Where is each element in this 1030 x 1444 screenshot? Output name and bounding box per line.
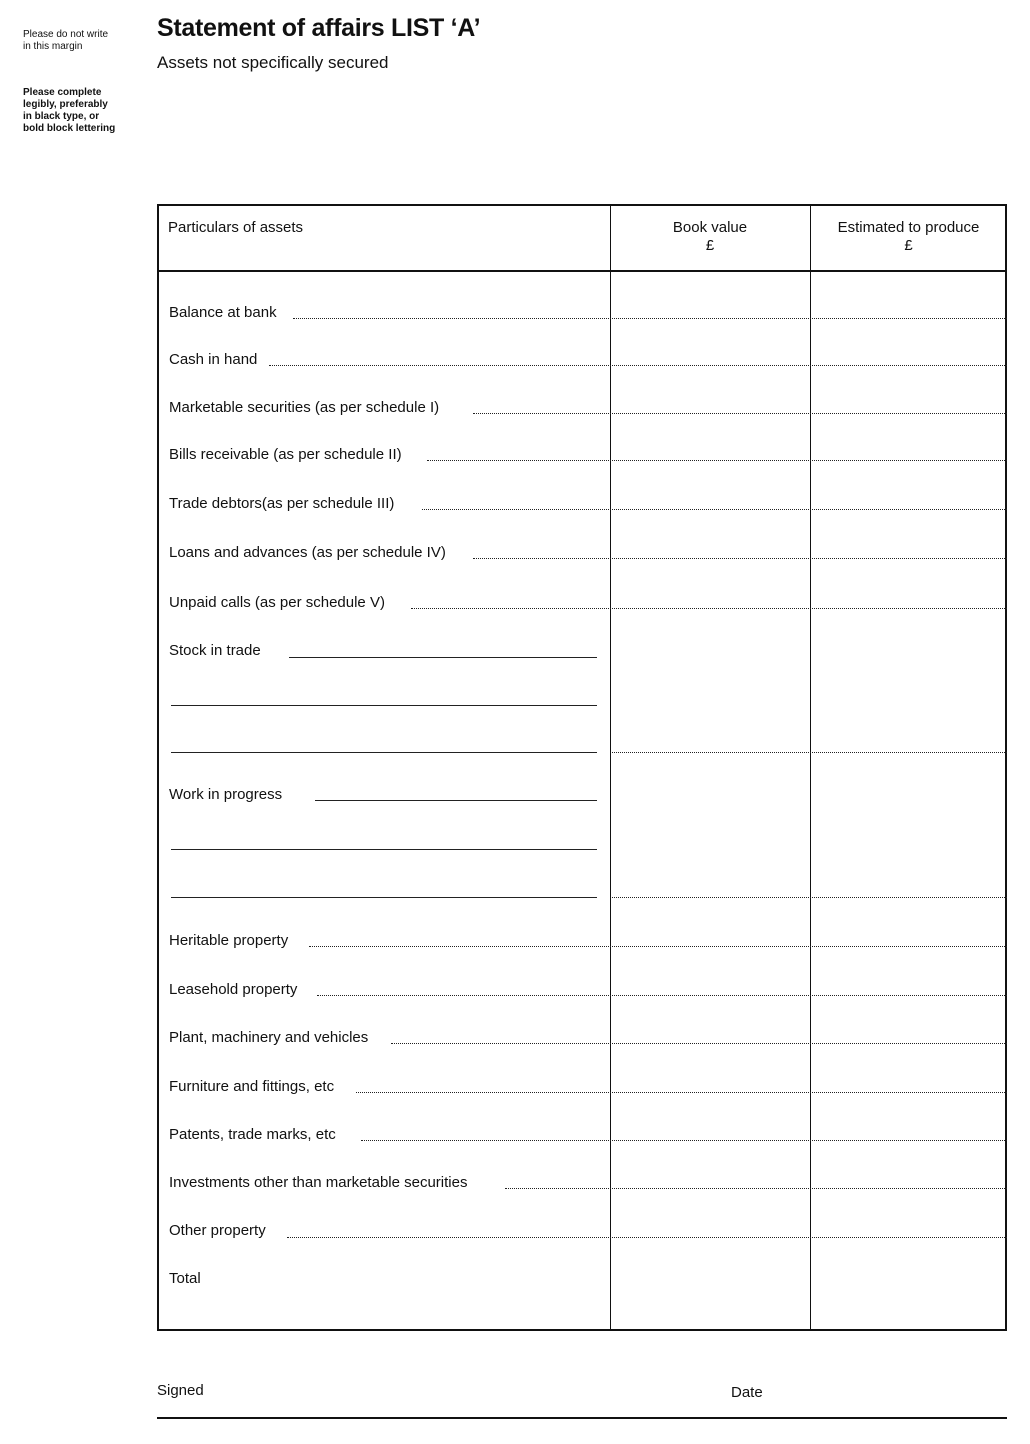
row-label-leasehold-property: Leasehold property [169,981,298,998]
instruction-line: Please complete [23,87,102,98]
row-label-bills-receivable: Bills receivable (as per schedule II) [169,446,402,463]
stock-in-trade-line[interactable] [171,705,597,706]
entry-line-trade-debtors[interactable] [422,509,1007,510]
entry-line-heritable-property[interactable] [309,946,1007,947]
entry-line-stock-in-trade[interactable] [612,752,1007,753]
column-divider [610,206,611,1329]
instruction-line: bold block lettering [23,123,116,134]
stock-in-trade-line[interactable] [289,657,597,658]
entry-line-furniture-fittings[interactable] [356,1092,1007,1093]
instruction-line: legibly, preferably [23,99,108,110]
page-title: Statement of affairs LIST ‘A’ [157,14,481,42]
entry-line-work-in-progress[interactable] [612,897,1007,898]
entry-line-leasehold-property[interactable] [317,995,1007,996]
entry-line-other-property[interactable] [287,1237,1007,1238]
entry-line-cash-in-hand[interactable] [269,365,1007,366]
entry-line-investments[interactable] [505,1188,1007,1189]
work-in-progress-line[interactable] [171,849,597,850]
header-book-value [610,219,810,255]
header-book-value-unit: £ [705,237,715,254]
date-label: Date [731,1384,763,1401]
entry-line-plant-machinery[interactable] [391,1043,1007,1044]
row-label-stock-in-trade: Stock in trade [169,642,261,659]
stock-in-trade-line[interactable] [171,752,597,753]
header-estimated-unit: £ [904,237,913,254]
row-label-furniture-fittings: Furniture and fittings, etc [169,1078,335,1095]
entry-line-bills-receivable[interactable] [427,460,1007,461]
row-label-marketable-securities: Marketable securities (as per schedule I) [169,399,440,416]
entry-line-marketable-securities[interactable] [473,413,1007,414]
assets-table [157,204,1007,1331]
entry-line-unpaid-calls[interactable] [411,608,1007,609]
header-particulars: Particulars of assets [168,219,304,236]
margin-note-line: Please do not write [23,29,109,40]
row-label-investments: Investments other than marketable securities [169,1174,468,1191]
header-estimated-label: Estimated to produce [837,219,980,236]
row-label-unpaid-calls: Unpaid calls (as per schedule V) [169,594,385,611]
margin-note-line: in this margin [23,41,83,52]
column-divider [810,206,811,1329]
header-book-value-label: Book value [672,219,748,236]
row-label-heritable-property: Heritable property [169,932,289,949]
header-divider [159,270,1005,272]
signature-line[interactable] [157,1417,1007,1419]
row-label-other-property: Other property [169,1222,266,1239]
entry-line-patents-trade-marks[interactable] [361,1140,1007,1141]
row-label-loans-and-advances: Loans and advances (as per schedule IV) [169,544,446,561]
row-label-trade-debtors: Trade debtors(as per schedule III) [169,495,395,512]
row-label-plant-machinery: Plant, machinery and vehicles [169,1029,369,1046]
instruction-line: in black type, or [23,111,100,122]
work-in-progress-line[interactable] [315,800,597,801]
page-subtitle: Assets not specifically secured [157,53,389,72]
row-label-patents-trade-marks: Patents, trade marks, etc [169,1126,336,1143]
row-label-cash-in-hand: Cash in hand [169,351,258,368]
completion-instructions [23,87,148,135]
entry-line-balance-at-bank[interactable] [293,318,1007,319]
row-label-total: Total [169,1270,201,1287]
signed-label: Signed [157,1382,204,1399]
entry-line-loans-and-advances[interactable] [473,558,1007,559]
header-estimated [810,219,1007,255]
row-label-work-in-progress: Work in progress [169,786,283,803]
margin-note [23,29,148,53]
work-in-progress-line[interactable] [171,897,597,898]
row-label-balance-at-bank: Balance at bank [169,304,277,321]
